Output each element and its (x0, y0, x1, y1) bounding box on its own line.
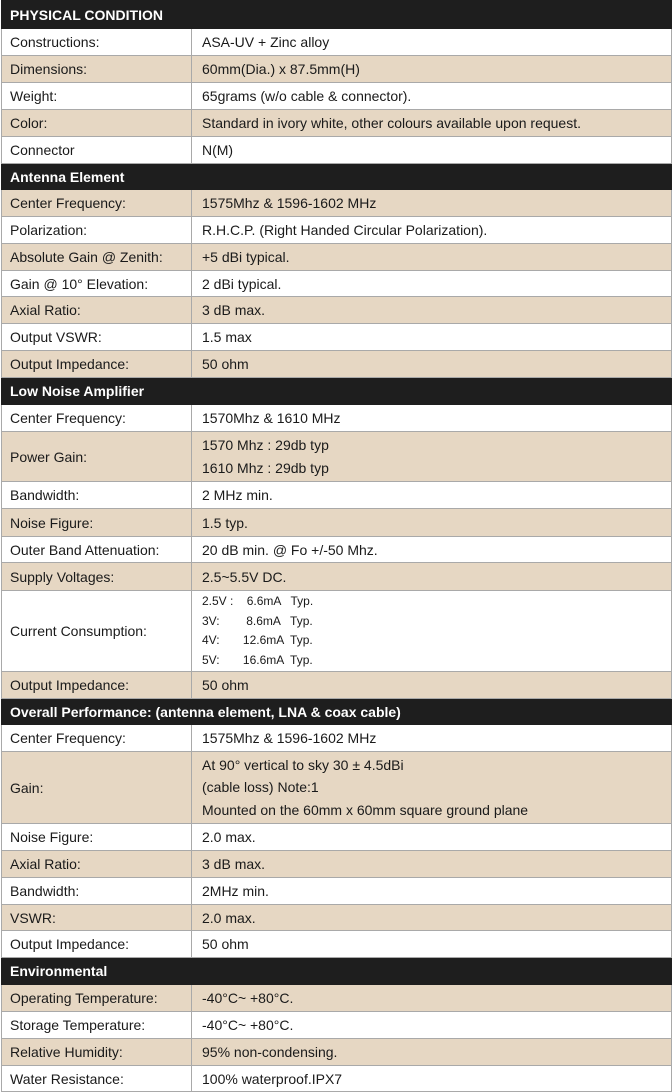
spec-row (2, 725, 672, 752)
spec-value: 3 dB max. (192, 297, 672, 324)
spec-row (2, 432, 672, 482)
spec-row (2, 878, 672, 905)
section-title: Antenna Element (2, 164, 672, 190)
spec-value-line: At 90° vertical to sky 30 ± 4.5dBi (202, 756, 404, 773)
spec-label: Supply Voltages: (2, 563, 192, 591)
spec-label: Gain @ 10° Elevation: (2, 271, 192, 297)
spec-value: 2MHz min. (192, 878, 672, 905)
spec-row (2, 905, 672, 931)
spec-row (2, 324, 672, 351)
spec-value: 1570Mhz & 1610 MHz (192, 405, 672, 432)
spec-value: 1.5 typ. (192, 509, 672, 537)
spec-row (2, 83, 672, 110)
spec-row (2, 1039, 672, 1066)
spec-row (2, 110, 672, 137)
section-title: Low Noise Amplifier (2, 378, 672, 405)
spec-label: Color: (2, 110, 192, 137)
spec-value: 20 dB min. @ Fo +/-50 Mhz. (192, 537, 672, 563)
spec-value: 50 ohm (192, 351, 672, 378)
spec-value: -40°C~ +80°C. (192, 1012, 672, 1039)
spec-value: 2 MHz min. (192, 482, 672, 509)
spec-row (2, 752, 672, 824)
spec-label: Current Consumption: (2, 591, 192, 672)
spec-value: 95% non-condensing. (192, 1039, 672, 1066)
spec-row (2, 931, 672, 958)
spec-value-line: (cable loss) Note:1 (202, 779, 319, 796)
spec-label: Output Impedance: (2, 931, 192, 958)
spec-value: R.H.C.P. (Right Handed Circular Polarization). (192, 217, 672, 244)
spec-label: Polarization: (2, 217, 192, 244)
section-title: PHYSICAL CONDITION (2, 1, 672, 29)
section-title: Overall Performance: (antenna element, LNA & coax cable) (2, 699, 672, 725)
spec-value: 3 dB max. (192, 851, 672, 878)
spec-label: Absolute Gain @ Zenith: (2, 244, 192, 271)
spec-value (192, 591, 672, 672)
spec-value (192, 432, 672, 482)
spec-label: Bandwidth: (2, 878, 192, 905)
spec-label: Outer Band Attenuation: (2, 537, 192, 563)
section-header-antenna (2, 164, 672, 190)
spec-value: ASA-UV + Zinc alloy (192, 29, 672, 56)
spec-row (2, 137, 672, 164)
spec-value: 1575Mhz & 1596-1602 MHz (192, 725, 672, 752)
spec-value: +5 dBi typical. (192, 244, 672, 271)
spec-row (2, 56, 672, 83)
spec-row (2, 29, 672, 56)
spec-value: 2.0 max. (192, 824, 672, 851)
spec-row (2, 509, 672, 537)
spec-label: Bandwidth: (2, 482, 192, 509)
spec-label: Constructions: (2, 29, 192, 56)
spec-label: Connector (2, 137, 192, 164)
section-header-environmental (2, 958, 672, 985)
spec-value: 2.5~5.5V DC. (192, 563, 672, 591)
section-header-lna (2, 378, 672, 405)
spec-label: VSWR: (2, 905, 192, 931)
spec-row (2, 985, 672, 1012)
spec-label: Water Resistance: (2, 1066, 192, 1092)
spec-row (2, 1012, 672, 1039)
spec-label: Gain: (2, 752, 192, 824)
spec-row (2, 672, 672, 699)
spec-value: 50 ohm (192, 672, 672, 699)
spec-label: Noise Figure: (2, 824, 192, 851)
current-line: 5V: 16.6mA Typ. (202, 652, 313, 667)
spec-value: Standard in ivory white, other colours available upon request. (192, 110, 672, 137)
spec-value: 2.0 max. (192, 905, 672, 931)
spec-value: 50 ohm (192, 931, 672, 958)
spec-value: 1.5 max (192, 324, 672, 351)
spec-row (2, 297, 672, 324)
spec-row (2, 482, 672, 509)
spec-value: N(M) (192, 137, 672, 164)
spec-label: Center Frequency: (2, 725, 192, 752)
spec-label: Power Gain: (2, 432, 192, 482)
spec-label: Relative Humidity: (2, 1039, 192, 1066)
spec-value: 60mm(Dia.) x 87.5mm(H) (192, 56, 672, 83)
spec-value-line: Mounted on the 60mm x 60mm square ground plane (202, 801, 529, 818)
spec-row (2, 537, 672, 563)
section-header-overall (2, 699, 672, 725)
spec-label: Output VSWR: (2, 324, 192, 351)
spec-label: Storage Temperature: (2, 1012, 192, 1039)
section-title: Environmental (2, 958, 672, 985)
spec-value: 65grams (w/o cable & connector). (192, 83, 672, 110)
spec-row (2, 190, 672, 217)
spec-value-line: 1570 Mhz : 29db typ (202, 437, 329, 453)
spec-row (2, 405, 672, 432)
spec-label: Axial Ratio: (2, 851, 192, 878)
spec-label: Operating Temperature: (2, 985, 192, 1012)
spec-row (2, 563, 672, 591)
spec-value (192, 752, 672, 824)
current-line: 4V: 12.6mA Typ. (202, 633, 313, 647)
spec-label: Axial Ratio: (2, 297, 192, 324)
current-line: 2.5V : 6.6mA Typ. (202, 594, 314, 608)
spec-value: 100% waterproof.IPX7 (192, 1066, 672, 1092)
spec-row (2, 244, 672, 271)
spec-label: Center Frequency: (2, 190, 192, 217)
spec-value: 2 dBi typical. (192, 271, 672, 297)
spec-row (2, 217, 672, 244)
spec-label: Output Impedance: (2, 351, 192, 378)
spec-label: Dimensions: (2, 56, 192, 83)
spec-value-line: 1610 Mhz : 29db typ (202, 459, 329, 476)
spec-row (2, 824, 672, 851)
current-line: 3V: 8.6mA Typ. (202, 613, 313, 628)
spec-value: 1575Mhz & 1596-1602 MHz (192, 190, 672, 217)
spec-row (2, 591, 672, 672)
spec-label: Center Frequency: (2, 405, 192, 432)
spec-row (2, 851, 672, 878)
spec-row (2, 1066, 672, 1092)
spec-label: Weight: (2, 83, 192, 110)
spec-label: Output Impedance: (2, 672, 192, 699)
spec-table (1, 0, 672, 1092)
spec-label: Noise Figure: (2, 509, 192, 537)
spec-value: -40°C~ +80°C. (192, 985, 672, 1012)
spec-row (2, 351, 672, 378)
spec-row (2, 271, 672, 297)
section-header-physical (2, 1, 672, 29)
